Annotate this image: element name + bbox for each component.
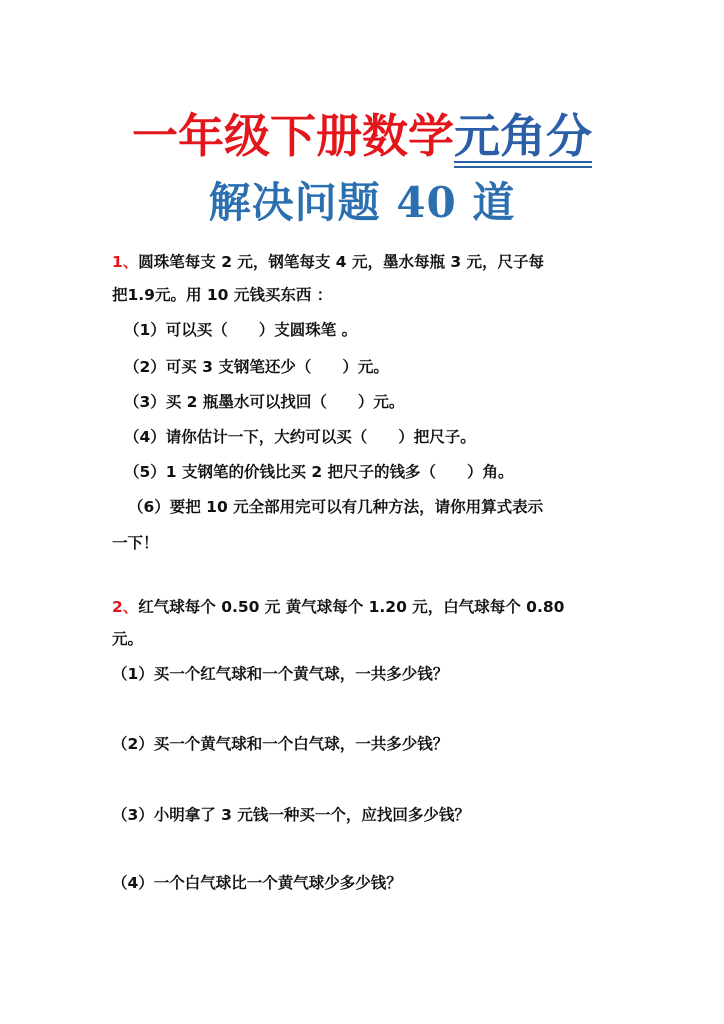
q1-sub-6: （6）要把 10 元全部用完可以有几种方法，请你用算式表示	[128, 498, 544, 516]
q2-intro-line2: 元。	[112, 630, 144, 648]
title-blue-text: 元角分	[454, 109, 592, 163]
q1-sub-1: （1）可以买（ ）支圆珠笔 。	[124, 321, 358, 339]
q1-sub-4: （4）请你估计一下，大约可以买（ ）把尺子。	[124, 428, 476, 446]
q1-sub-2: （2）可买 3 支钢笔还少（ ）元。	[124, 358, 389, 376]
q2-intro-line1	[112, 594, 564, 620]
q1-sub-5: （5）1 支钢笔的价钱比买 2 把尺子的钱多（ ）角。	[124, 463, 514, 481]
document-title	[0, 108, 724, 164]
q1-number: 1、	[112, 253, 139, 271]
title-double-underline	[454, 161, 592, 168]
q1-intro-line2: 把1.9元。用 10 元钱买东西 ：	[112, 286, 333, 304]
q1-sub-6-cont: 一下！	[112, 534, 159, 552]
q2-sub-2: （2）买一个黄气球和一个白气球，一共多少钱？	[112, 735, 449, 753]
document-subtitle: 解决问题 40 道	[208, 178, 516, 227]
q2-sub-4: （4）一个白气球比一个黄气球少多少钱？	[112, 874, 402, 892]
q2-intro-text-a: 红气球每个 0.50 元 黄气球每个 1.20 元，白气球每个 0.80	[138, 598, 565, 616]
q1-intro-line1	[112, 249, 544, 275]
title-blue-part	[454, 108, 592, 164]
q1-sub-3: （3）买 2 瓶墨水可以找回（ ）元。	[124, 393, 405, 411]
q2-sub-3: （3）小明拿了 3 元钱一种买一个，应找回多少钱？	[112, 806, 470, 824]
title-red-part: 一年级下册数学	[132, 109, 454, 163]
q2-sub-1: （1）买一个红气球和一个黄气球，一共多少钱？	[112, 665, 449, 683]
q1-intro-text-a: 圆珠笔每支 2 元，钢笔每支 4 元，墨水每瓶 3 元，尺子每	[138, 253, 545, 271]
q2-number: 2、	[112, 598, 139, 616]
